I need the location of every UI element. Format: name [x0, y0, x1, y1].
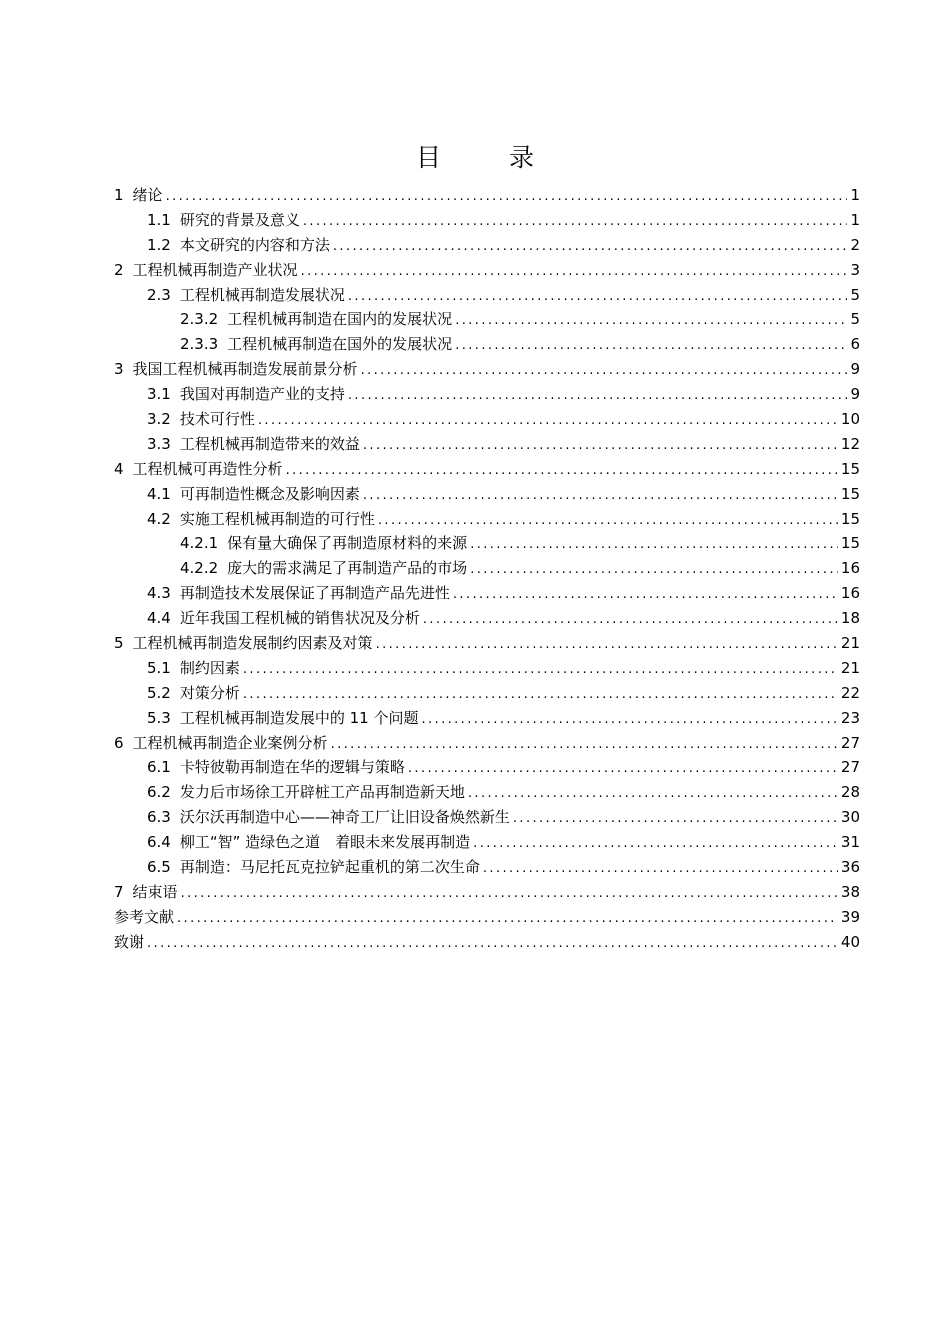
toc-entry-number: 2	[114, 260, 124, 279]
toc-entry-label: 致谢	[114, 932, 145, 951]
toc-entry-number: 2.3.2	[180, 310, 219, 329]
toc-entry-number: 6.2	[147, 783, 171, 802]
toc-entry	[114, 332, 860, 357]
toc-entry-number: 3.1	[147, 385, 171, 404]
toc-entry	[114, 283, 860, 308]
toc-entry-page-number: 39	[840, 907, 860, 926]
toc-entry-label: 工程机械再制造在国内的发展状况	[227, 310, 453, 329]
toc-entry-number: 3.2	[147, 410, 171, 429]
toc-entry-label: 工程机械再制造带来的效益	[179, 434, 360, 453]
toc-entry	[114, 307, 860, 332]
dot-leader	[483, 857, 838, 882]
toc-entry	[114, 631, 860, 656]
dot-leader	[177, 907, 838, 932]
toc-entry-page-number: 9	[850, 360, 860, 379]
toc-entry-label: 本文研究的内容和方法	[179, 235, 330, 254]
dot-leader	[348, 384, 848, 409]
toc-entry-number: 4.2.2	[180, 559, 219, 578]
toc-entry-number: 3	[114, 360, 124, 379]
toc-entry-label: 参考文献	[114, 907, 175, 926]
dot-leader	[513, 807, 838, 832]
toc-entry-label: 技术可行性	[179, 410, 255, 429]
toc-entry	[114, 805, 860, 830]
toc-entry	[114, 731, 860, 756]
toc-entry-number: 5.3	[147, 708, 171, 727]
toc-entry-label: 工程机械再制造在国外的发展状况	[227, 335, 453, 354]
dot-leader	[363, 484, 838, 509]
toc-entry	[114, 482, 860, 507]
toc-entry-number: 4.3	[147, 584, 171, 603]
toc-entry-number: 4.2	[147, 509, 171, 528]
toc-entry-number: 5.1	[147, 658, 171, 677]
toc-entry-label: 工程机械再制造产业状况	[132, 260, 298, 279]
toc-entry	[114, 357, 860, 382]
dot-leader	[455, 334, 847, 359]
dot-leader	[361, 359, 848, 384]
toc-entry	[114, 780, 860, 805]
toc-entry-page-number: 12	[840, 434, 860, 453]
toc-entry-page-number: 30	[840, 808, 860, 827]
dot-leader	[376, 633, 838, 658]
toc-entry-number: 4.1	[147, 484, 171, 503]
dot-leader	[453, 583, 838, 608]
toc-entry-number: 2.3	[147, 285, 171, 304]
toc-entry-number: 1.2	[147, 235, 171, 254]
toc-entry-page-number: 27	[840, 758, 860, 777]
toc-entry-number: 3.3	[147, 434, 171, 453]
dot-leader	[286, 459, 838, 484]
toc-entry-page-number: 16	[840, 559, 860, 578]
toc-entry-label: 我国对再制造产业的支持	[179, 385, 345, 404]
toc-entry-number: 6	[114, 733, 124, 752]
toc-entry-label: 再制造：马尼托瓦克拉铲起重机的第二次生命	[179, 858, 480, 877]
toc-entry-label: 卡特彼勒再制造在华的逻辑与策略	[179, 758, 405, 777]
toc-entry-label: 沃尔沃再制造中心——神奇工厂让旧设备焕然新生	[179, 808, 510, 827]
toc-entry-page-number: 16	[840, 584, 860, 603]
toc-entry-label: 研究的背景及意义	[179, 210, 300, 229]
toc-entry-page-number: 10	[840, 410, 860, 429]
toc-entry	[114, 183, 860, 208]
toc-entry-label: 工程机械再制造发展状况	[179, 285, 345, 304]
toc-entry-label: 制约因素	[179, 658, 240, 677]
toc-entry-label: 工程机械再制造企业案例分析	[132, 733, 328, 752]
dot-leader	[243, 683, 838, 708]
toc-entry	[114, 930, 860, 955]
toc-entry-label: 对策分析	[179, 683, 240, 702]
page-title: 目 录	[416, 143, 564, 172]
toc-entry-page-number: 5	[850, 285, 860, 304]
toc-entry-page-number: 15	[840, 459, 860, 478]
toc-entry-label: 工程机械再制造发展中的 11 个问题	[179, 708, 419, 727]
toc-entry-page-number: 5	[850, 310, 860, 329]
toc-entry-page-number: 2	[850, 235, 860, 254]
toc-entry	[114, 208, 860, 233]
toc-entry-number: 1	[114, 186, 124, 204]
toc-entry-label: 结束语	[132, 882, 178, 901]
toc-entry	[114, 755, 860, 780]
dot-leader	[166, 185, 848, 210]
dot-leader	[363, 434, 838, 459]
toc-entry	[114, 855, 860, 880]
toc-entry-label: 近年我国工程机械的销售状况及分析	[179, 609, 420, 628]
toc-entry-label: 实施工程机械再制造的可行性	[179, 509, 375, 528]
toc-entry	[114, 880, 860, 905]
toc-entry-page-number: 15	[840, 509, 860, 528]
toc-entry	[114, 531, 860, 556]
toc-entry-label: 可再制造性概念及影响因素	[179, 484, 360, 503]
toc-entry-page-number: 36	[840, 858, 860, 877]
dot-leader	[378, 509, 838, 534]
toc-entry-number: 6.4	[147, 833, 171, 852]
dot-leader	[243, 658, 838, 683]
dot-leader	[421, 708, 837, 733]
toc-entry-page-number: 3	[850, 260, 860, 279]
toc-entry-page-number: 27	[840, 733, 860, 752]
toc-entry	[114, 407, 860, 432]
toc-entry-label: 再制造技术发展保证了再制造产品先进性	[179, 584, 450, 603]
toc-entry	[114, 432, 860, 457]
toc-entry-label: 庞大的需求满足了再制造产品的市场	[227, 559, 468, 578]
toc-entry	[114, 656, 860, 681]
toc-entry-label: 绪论	[132, 186, 163, 204]
toc-entry-number: 4.4	[147, 609, 171, 628]
toc-entry-page-number: 40	[840, 932, 860, 951]
toc-entry-number: 2.3.3	[180, 335, 219, 354]
dot-leader	[147, 932, 838, 957]
toc-entry-label: 发力后市场徐工开辟桩工产品再制造新天地	[179, 783, 465, 802]
dot-leader	[473, 832, 838, 857]
toc-entry	[114, 507, 860, 532]
toc-entry-number: 7	[114, 882, 124, 901]
toc-entry-label: 工程机械可再造性分析	[132, 459, 283, 478]
toc-entry-label: 工程机械再制造发展制约因素及对策	[132, 634, 373, 653]
toc-entry-number: 6.3	[147, 808, 171, 827]
toc-entry-page-number: 6	[850, 335, 860, 354]
toc-entry	[114, 830, 860, 855]
toc-entry-number: 5	[114, 634, 124, 653]
toc-entry-page-number: 38	[840, 882, 860, 901]
toc-entry	[114, 681, 860, 706]
table-of-contents	[114, 183, 860, 955]
dot-leader	[423, 608, 838, 633]
dot-leader	[181, 882, 838, 907]
dot-leader	[348, 285, 848, 310]
toc-entry	[114, 606, 860, 631]
toc-entry-label: 柳工“智” 造绿色之道 着眼未来发展再制造	[179, 833, 471, 852]
toc-entry-page-number: 15	[840, 484, 860, 503]
toc-entry-number: 5.2	[147, 683, 171, 702]
toc-entry-label: 我国工程机械再制造发展前景分析	[132, 360, 358, 379]
toc-entry-number: 4	[114, 459, 124, 478]
dot-leader	[408, 757, 838, 782]
toc-entry-page-number: 22	[840, 683, 860, 702]
dot-leader	[455, 309, 847, 334]
toc-entry-label: 保有量大确保了再制造原材料的来源	[227, 534, 468, 553]
toc-entry-page-number: 21	[840, 634, 860, 653]
toc-entry-page-number: 15	[840, 534, 860, 553]
toc-entry	[114, 233, 860, 258]
toc-entry-page-number: 1	[850, 210, 860, 229]
toc-entry-page-number: 31	[840, 833, 860, 852]
dot-leader	[303, 210, 848, 235]
dot-leader	[468, 782, 838, 807]
toc-entry-number: 6.5	[147, 858, 171, 877]
dot-leader	[331, 733, 838, 758]
toc-entry-number: 6.1	[147, 758, 171, 777]
dot-leader	[333, 235, 848, 260]
toc-entry-page-number: 21	[840, 658, 860, 677]
toc-entry	[114, 258, 860, 283]
toc-entry-number: 1.1	[147, 210, 171, 229]
toc-entry	[114, 457, 860, 482]
toc-entry-page-number: 28	[840, 783, 860, 802]
toc-entry	[114, 382, 860, 407]
toc-entry-page-number: 18	[840, 609, 860, 628]
dot-leader	[301, 260, 848, 285]
toc-entry-page-number: 23	[840, 708, 860, 727]
toc-entry-page-number: 9	[850, 385, 860, 404]
toc-entry	[114, 581, 860, 606]
toc-entry	[114, 706, 860, 731]
dot-leader	[258, 409, 838, 434]
dot-leader	[470, 558, 838, 583]
toc-entry-number: 4.2.1	[180, 534, 219, 553]
toc-entry	[114, 556, 860, 581]
toc-entry	[114, 905, 860, 930]
dot-leader	[470, 533, 838, 558]
toc-entry-page-number: 1	[850, 186, 860, 204]
